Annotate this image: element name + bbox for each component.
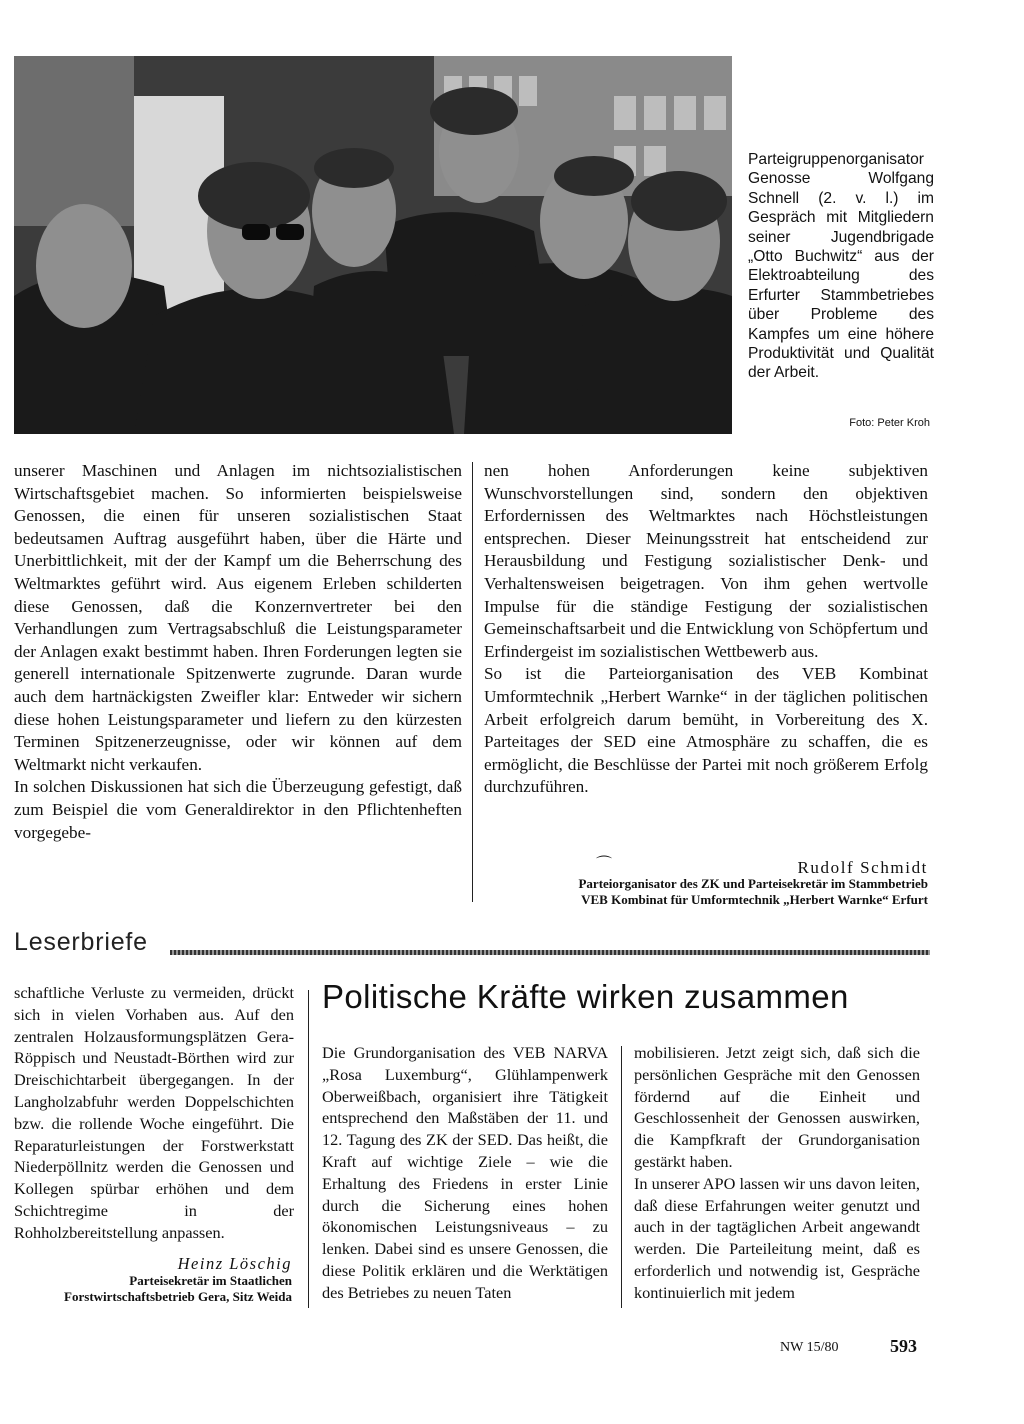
letter-2-column-2 xyxy=(634,1042,920,1304)
letter-paragraph: Die Grundorganisation des VEB NARVA „Rosa Luxemburg“, Glühlampenwerk Oberweißbach, organisiert ihre Tätigkeit entsprechend den Maßstäben der 11. und 12. Tagung des ZK der SED. Das heißt, die Kraft auf wichtige Ziele – wie die Erhaltung des Friedens in erster Linie durch die Sicherung eines hohen ökonomischen Leistungsniveaus – zu lenken. Dabei sind es unsere Genossen, die diese Politik erklären und die Werktätigen des Betriebes zu neuen Taten xyxy=(322,1043,608,1302)
article-paragraph: nen hohen Anforderungen keine subjektiven Wunschvorstellungen sind, sondern den objektiven Erfordernissen des Weltmarktes nach Höchstleistungen entsprechen. Dieser Meinungsstreit hat entscheidend zur Herausbildung und Festigung sozialistischer Denk- und Verhaltensweisen beigetragen. Von ihm gehen wertvolle Impulse für die ständige Festigung der sozialistischen Gemeinschaftsarbeit und die Entwicklung von Schöpfertum und Erfindergeist im sozialistischen Wettbewerb aus. xyxy=(484,461,928,661)
issue-code: NW 15/80 xyxy=(780,1340,839,1355)
letter-paragraph: schaftliche Verluste zu vermeiden, drückt sich in vielen Vorhaben aus. Auf den zentralen Holzausformungsplätzen Gera-Röppisch und Neustadt-Börthen wird zur Dreischichtarbeit übergegangen. In der Langholzabfuhr werden Doppelschichten bzw. die rollende Woche eingeführt. Die Reparaturleistungen der Forstwerkstatt Niederpöllnitz werden die Genossen und Kollegen spürbar erhöhen und dem Schichtregime in der Rohholzbereitstellung anpassen. xyxy=(14,983,294,1242)
article-paragraph: unserer Maschinen und Anlagen im nichtsozialistischen Wirtschaftsgebiet machen. So informierten beispielsweise Genossen, die einen für unseren sozialistischen Staat bedeutsamen Auftrag ausgeführt haben, über die Härte und Unerbittlichkeit, mit der der Kampf um die Beherrschung des Weltmarktes geführt wird. Aus eigenem Erleben schilderten diese Genossen, daß die Konzernvertreter bei den Verhandlungen zum Vertragsabschluß die Leistungsparameter der Anlagen exakt bestimmt haben. Ihren Forderungen legten sie generell internationale Spitzenwerte zugrunde. Daran wurde auch dem hartnäckigsten Zweifler klar: Entweder wir sichern diese hohen Leistungsparameter und liefern zu den kürzesten Terminen Spitzenerzeugnisse, oder wir können auf dem Weltmarkt nicht verkaufen. xyxy=(14,461,462,774)
group-photo xyxy=(14,56,732,434)
section-title: Leserbriefe xyxy=(14,928,148,956)
photo-illustration xyxy=(14,56,732,434)
letter-2-column-1 xyxy=(322,1042,608,1304)
author-role-line: Forstwirtschaftsbetrieb Gera, Sitz Weida xyxy=(64,1289,292,1304)
section-rule xyxy=(170,950,930,955)
article-paragraph: So ist die Parteiorganisation des VEB Kombinat Umformtechnik „Herbert Warnke“ in der täglichen politischen Arbeit erfolgreich darum bemüht, in Vorbereitung des X. Parteitages der SED eine Atmosphäre zu schaffen, die es ermöglicht, die Beschlüsse der Partei mit noch größerem Erfolg durchzuführen. xyxy=(484,664,928,797)
column-divider xyxy=(308,990,309,1308)
decorative-mark: ⌒ xyxy=(596,856,613,873)
article-column-1 xyxy=(14,460,462,844)
letter-paragraph: In unserer APO lassen wir uns davon leiten, daß diese Erfahrungen weiter genutzt und auch in der tagtäglichen Arbeit angewandt werden. Die Parteileitung meint, daß es erforderlich und notwendig ist, Gespräche kontinuierlich mit jedem xyxy=(634,1173,920,1302)
article-paragraph: In solchen Diskussionen hat sich die Überzeugung gefestigt, daß zum Beispiel die vom Generaldirektor in den Pflichtenheften vorgegebe- xyxy=(14,777,462,842)
article-author-role xyxy=(472,876,928,908)
author-role-line: Parteisekretär im Staatlichen xyxy=(129,1273,292,1288)
column-divider xyxy=(472,462,473,902)
letter-paragraph: mobilisieren. Jetzt zeigt sich, daß sich die persönlichen Gespräche mit den Genossen fördernd auf die Einheit und Geschlossenheit der Genossen auswirken, die Kampfkraft der Grundorganisation gestärkt haben. xyxy=(634,1043,920,1171)
article-column-2 xyxy=(484,460,928,799)
letter-2-headline: Politische Kräfte wirken zusammen xyxy=(322,978,849,1015)
letter-1-text xyxy=(14,982,294,1244)
author-role-line: Parteiorganisator des ZK und Parteisekretär im Stammbetrieb xyxy=(578,876,928,891)
photo-credit: Foto: Peter Kroh xyxy=(849,417,930,429)
author-role-line: VEB Kombinat für Umformtechnik „Herbert Warnke“ Erfurt xyxy=(581,892,928,907)
letter-1-author: Heinz Löschig xyxy=(177,1254,292,1273)
letter-1-author-role xyxy=(8,1273,292,1305)
page-number: 593 xyxy=(890,1336,917,1356)
column-divider xyxy=(621,1046,622,1308)
photo-caption: Parteigruppenorganisator Genosse Wolfgang Schnell (2. v. l.) im Gespräch mit Mitgliedern seiner Jugendbrigade „Otto Buchwitz“ aus der Elektroabteilung des Erfurter Stammbetriebes über Probleme des Kampfes um eine höhere Produktivität und Qualität der Arbeit. xyxy=(748,151,934,382)
article-author: Rudolf Schmidt xyxy=(797,858,928,877)
